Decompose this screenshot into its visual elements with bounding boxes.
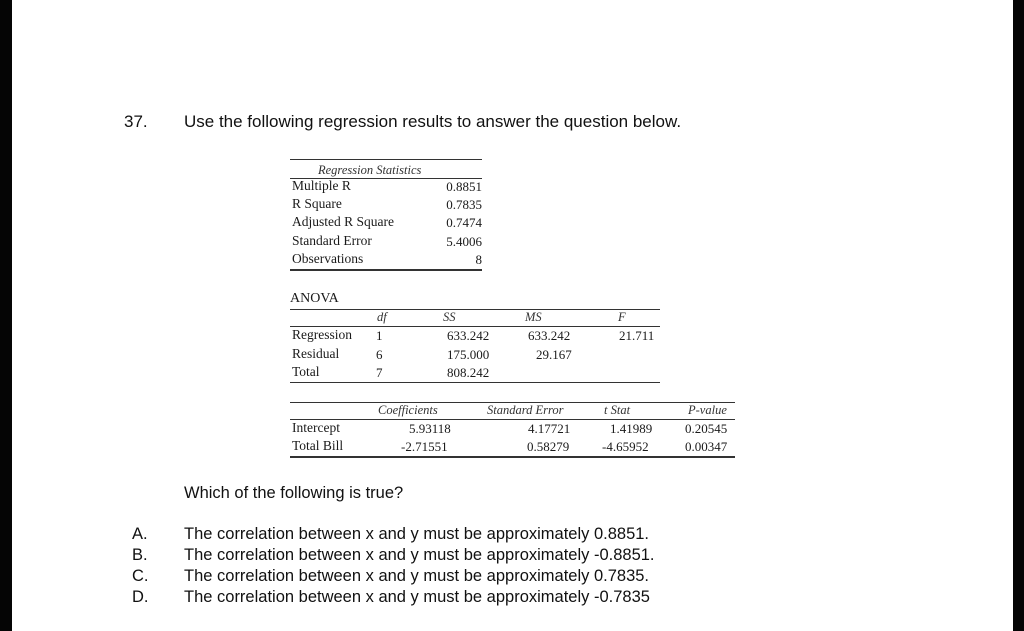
table-rule [290, 456, 735, 458]
coef-cell-coefficient: -2.71551 [401, 439, 448, 454]
stat-value-observations: 8 [475, 252, 482, 267]
table-rule [290, 309, 660, 310]
coef-cell-p-value: 0.20545 [685, 421, 728, 436]
anova-title: ANOVA [290, 291, 339, 306]
choice-d-letter: D. [132, 588, 149, 606]
stat-value-multiple-r: 0.8851 [446, 179, 482, 194]
anova-cell-df: 7 [376, 365, 383, 380]
anova-row-label-total: Total [292, 364, 320, 379]
table-rule [290, 269, 482, 271]
anova-cell-ss: 175.000 [447, 347, 490, 362]
anova-row-label-regression: Regression [292, 327, 352, 342]
coef-header-p-value: P-value [688, 403, 727, 417]
choice-b-letter: B. [132, 546, 148, 564]
anova-cell-ms: 633.242 [528, 328, 571, 343]
stat-value-r-square: 0.7835 [446, 197, 482, 212]
coef-header-coefficients: Coefficients [378, 403, 438, 417]
anova-cell-df: 6 [376, 347, 383, 362]
coef-cell-coefficient: 5.93118 [409, 421, 451, 436]
question-text: Use the following regression results to answer the question below. [184, 112, 682, 131]
stat-value-standard-error: 5.4006 [446, 234, 482, 249]
table-rule [290, 419, 735, 420]
choice-a-text: The correlation between x and y must be approximately 0.8851. [184, 525, 650, 543]
anova-cell-ms: 29.167 [536, 347, 572, 362]
coef-cell-t-stat: -4.65952 [602, 439, 649, 454]
choice-d-text: The correlation between x and y must be approximately -0.7835 [184, 588, 650, 606]
coef-cell-p-value: 0.00347 [685, 439, 728, 454]
coef-header-standard-error: Standard Error [487, 403, 564, 417]
table-rule [290, 159, 482, 160]
coef-row-label-intercept: Intercept [292, 420, 340, 435]
coef-header-t-stat: t Stat [604, 403, 631, 417]
choice-b-text: The correlation between x and y must be approximately -0.8851. [184, 546, 655, 564]
choice-c-letter: C. [132, 567, 149, 585]
anova-header-df: df [377, 310, 387, 324]
question-number: 37. [124, 112, 148, 131]
stat-value-adjusted-r-square: 0.7474 [446, 215, 482, 230]
anova-row-label-residual: Residual [292, 346, 340, 361]
anova-cell-f: 21.711 [619, 328, 655, 343]
coef-cell-standard-error: 4.17721 [528, 421, 571, 436]
coef-cell-t-stat: 1.41989 [610, 421, 653, 436]
stat-label-observations: Observations [292, 251, 364, 266]
stat-label-adjusted-r-square: Adjusted R Square [292, 214, 394, 229]
choice-c-text: The correlation between x and y must be approximately 0.7835. [184, 567, 650, 585]
question-prompt: Which of the following is true? [184, 484, 404, 502]
left-border [0, 0, 12, 631]
stat-label-r-square: R Square [292, 196, 342, 211]
coef-cell-standard-error: 0.58279 [527, 439, 570, 454]
anova-header-ss: SS [443, 310, 456, 324]
choice-a-letter: A. [132, 525, 148, 543]
anova-cell-ss: 808.242 [447, 365, 490, 380]
anova-cell-ss: 633.242 [447, 328, 490, 343]
stat-label-standard-error: Standard Error [292, 233, 372, 248]
table-rule [290, 382, 660, 383]
coef-row-label-total-bill: Total Bill [292, 438, 344, 453]
regression-statistics-title: Regression Statistics [318, 163, 422, 177]
stat-label-multiple-r: Multiple R [292, 178, 351, 193]
anova-cell-df: 1 [376, 328, 383, 343]
anova-header-f: F [618, 310, 626, 324]
anova-header-ms: MS [525, 310, 542, 324]
right-border [1013, 0, 1024, 631]
